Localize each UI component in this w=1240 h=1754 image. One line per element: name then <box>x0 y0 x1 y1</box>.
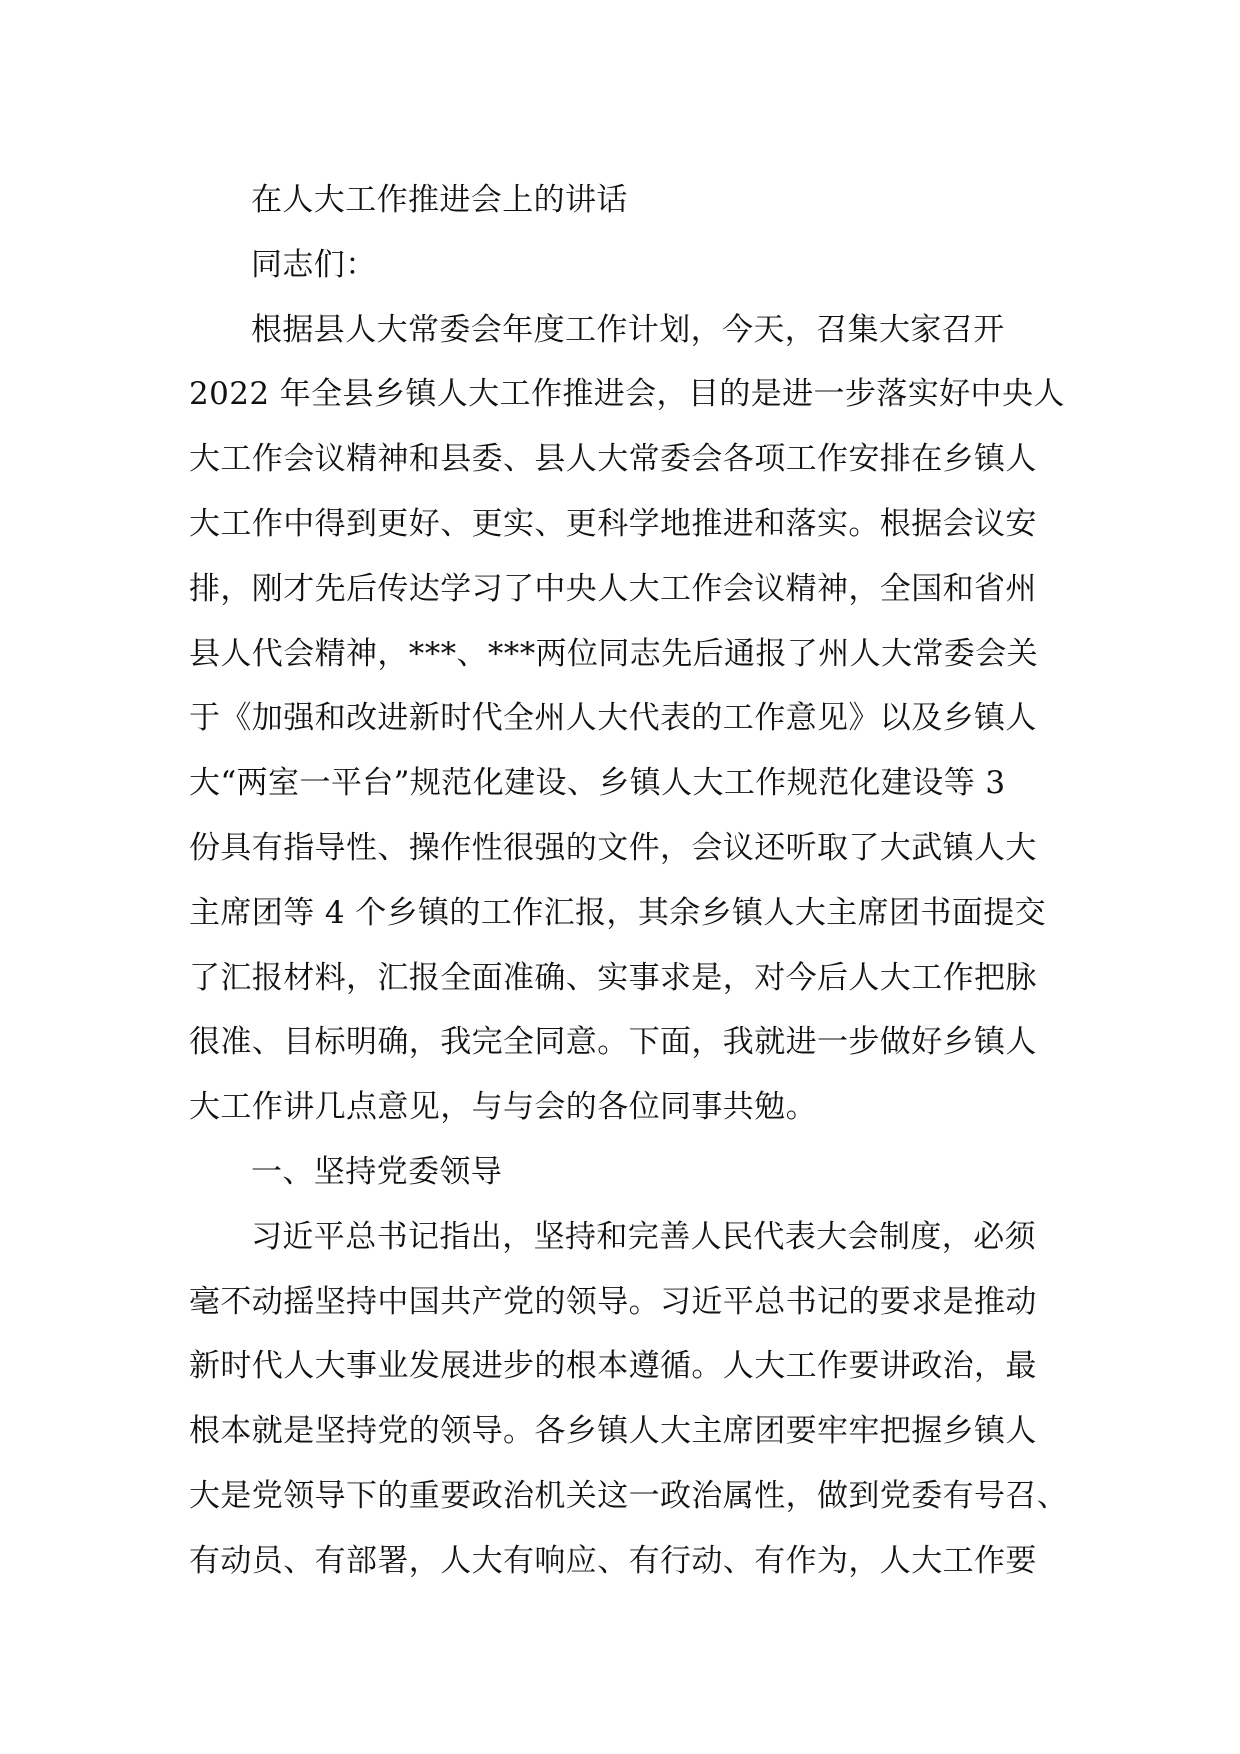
paragraph-line: 毫不动摇坚持中国共产党的领导。习近平总书记的要求是推动 <box>189 1283 1037 1320</box>
paragraph-line: 根本就是坚持党的领导。各乡镇人大主席团要牢牢把握乡镇人 <box>189 1413 1037 1450</box>
paragraph-line: 大工作中得到更好、更实、更科学地推进和落实。根据会议安 <box>189 505 1037 542</box>
paragraph-line: 习近平总书记指出，坚持和完善人民代表大会制度，必须 <box>251 1218 1036 1255</box>
paragraph-line: 2022 年全县乡镇人大工作推进会，目的是进一步落实好中央人 <box>189 376 1065 413</box>
document-title: 在人大工作推进会上的讲话 <box>251 182 628 218</box>
paragraph-line: 大“两室一平台”规范化建设、乡镇人大工作规范化建设等 3 <box>189 765 1006 802</box>
paragraph-line: 大工作讲几点意见，与与会的各位同事共勉。 <box>189 1089 817 1126</box>
paragraph-line: 份具有指导性、操作性很强的文件，会议还听取了大武镇人大 <box>189 829 1037 866</box>
section-heading-1: 一、坚持党委领导 <box>251 1153 503 1190</box>
paragraph-line: 了汇报材料，汇报全面准确、实事求是，对今后人大工作把脉 <box>189 959 1037 996</box>
paragraph-line: 很准、目标明确，我完全同意。下面，我就进一步做好乡镇人 <box>189 1024 1037 1061</box>
paragraph-line: 县人代会精神，***、***两位同志先后通报了州人大常委会关 <box>189 635 1038 672</box>
paragraph-line: 新时代人大事业发展进步的根本遵循。人大工作要讲政治，最 <box>189 1348 1037 1385</box>
paragraph-line: 大工作会议精神和县委、县人大常委会各项工作安排在乡镇人 <box>189 441 1037 478</box>
paragraph-1 <box>189 298 1065 1140</box>
paragraph-2 <box>189 1205 1069 1594</box>
paragraph-line: 根据县人大常委会年度工作计划，今天，召集大家召开 <box>251 311 1005 348</box>
salutation: 同志们： <box>251 246 377 283</box>
paragraph-line: 于《加强和改进新时代全州人大代表的工作意见》以及乡镇人 <box>189 700 1037 737</box>
paragraph-line: 大是党领导下的重要政治机关这一政治属性，做到党委有号召、 <box>189 1477 1069 1514</box>
document-body <box>189 168 1069 1594</box>
paragraph-line: 主席团等 4 个乡镇的工作汇报，其余乡镇人大主席团书面提交 <box>189 894 1047 931</box>
paragraph-line: 排，刚才先后传达学习了中央人大工作会议精神，全国和省州 <box>189 570 1037 607</box>
paragraph-line: 有动员、有部署，人大有响应、有行动、有作为，人大工作要 <box>189 1542 1037 1579</box>
